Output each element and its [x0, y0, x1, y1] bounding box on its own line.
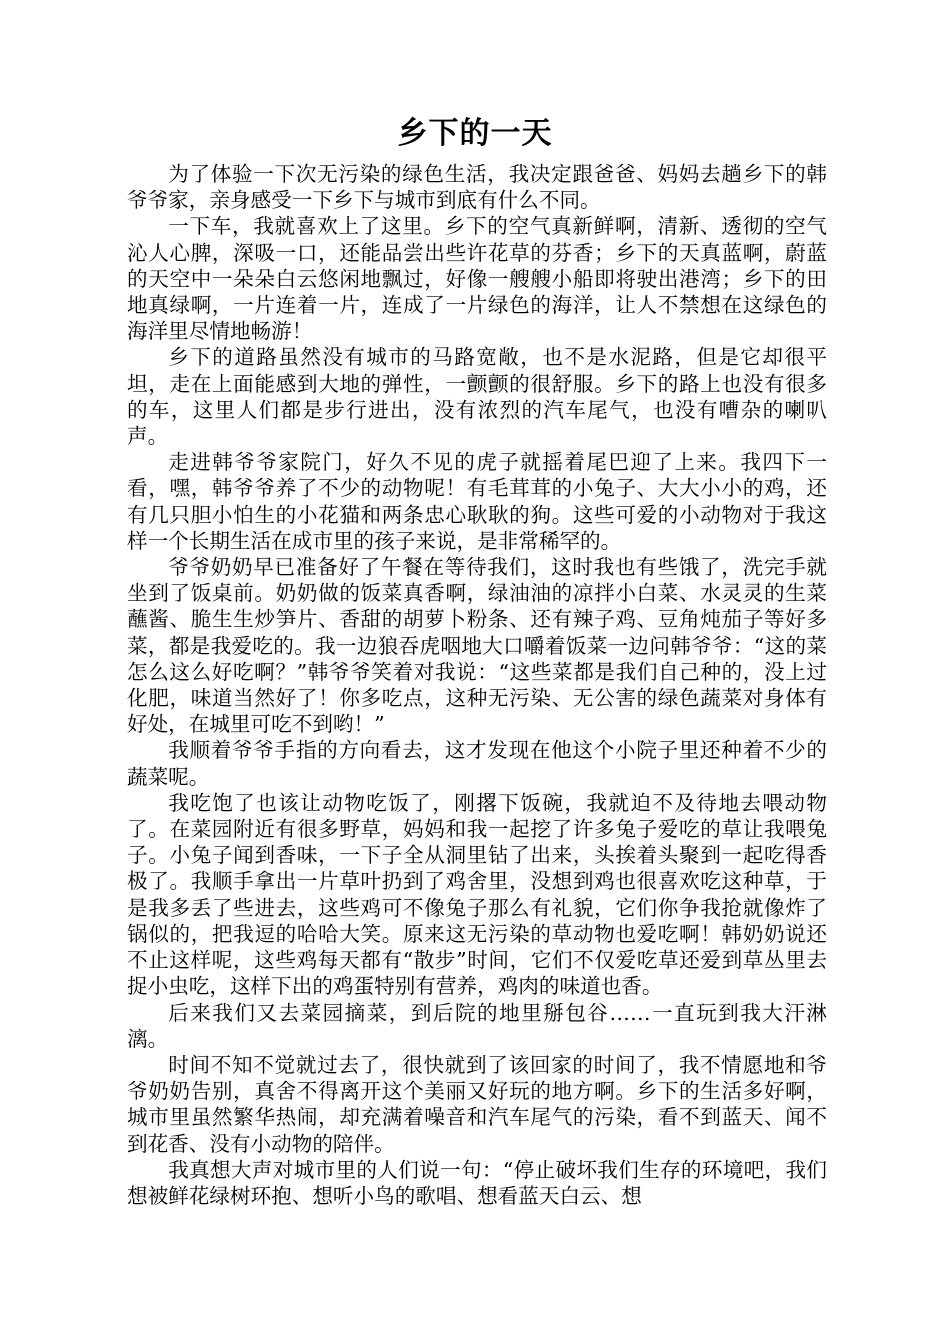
document-body — [127, 161, 827, 1209]
paragraph-5: 爷爷奶奶早已准备好了午餐在等待我们，这时我也有些饿了，洗完手就坐到了饭桌前。奶奶做的饭菜真香啊，绿油油的凉拌小白菜、水灵灵的生菜蘸酱、脆生生炒笋片、香甜的胡萝卜粉条、还有辣子鸡、豆角炖茄子等好多菜，都是我爱吃的。我一边狼吞虎咽地大口嚼着饭菜一边问韩爷爷：“这的菜怎么这么好吃啊？”韩爷爷笑着对我说：“这些菜都是我们自己种的，没上过化肥，味道当然好了！你多吃点，这种无污染、无公害的绿色蔬菜对身体有好处，在城里可吃不到哟！” — [127, 555, 827, 737]
paragraph-3: 乡下的道路虽然没有城市的马路宽敞，也不是水泥路，但是它却很平坦，走在上面能感到大地的弹性，一颤颤的很舒服。乡下的路上也没有很多的车，这里人们都是步行进出，没有浓烈的汽车尾气，也没有嘈杂的喇叭声。 — [127, 345, 827, 449]
paragraph-8: 后来我们又去菜园摘菜，到后院的地里掰包谷……一直玩到我大汗淋漓。 — [127, 1000, 827, 1051]
paragraph-2: 一下车，我就喜欢上了这里。乡下的空气真新鲜啊，清新、透彻的空气沁人心脾，深吸一口，还能品尝出些许花草的芬香；乡下的天真蓝啊，蔚蓝的天空中一朵朵白云悠闲地飘过，好像一艘艘小船即将驶出港湾；乡下的田地真绿啊，一片连着一片，连成了一片绿色的海洋，让人不禁想在这绿色的海洋里尽情地畅游！ — [127, 214, 827, 344]
paragraph-10: 我真想大声对城市里的人们说一句：“停止破坏我们生存的环境吧，我们想被鲜花绿树环抱、想听小鸟的歌唱、想看蓝天白云、想 — [127, 1157, 827, 1208]
paragraph-6: 我顺着爷爷手指的方向看去，这才发现在他这个小院子里还种着不少的蔬菜呢。 — [127, 738, 827, 789]
paragraph-9: 时间不知不觉就过去了，很快就到了该回家的时间了，我不情愿地和爷爷奶奶告别，真舍不得离开这个美丽又好玩的地方啊。乡下的生活多好啊，城市里虽然繁华热闹，却充满着噪音和汽车尾气的污染，看不到蓝天、闻不到花香、没有小动物的陪伴。 — [127, 1052, 827, 1156]
paragraph-4: 走进韩爷爷家院门，好久不见的虎子就摇着尾巴迎了上来。我四下一看，嘿，韩爷爷养了不少的动物呢！有毛茸茸的小兔子、大大小小的鸡，还有几只胆小怕生的小花猫和两条忠心耿耿的狗。这些可爱的小动物对于我这样一个长期生活在成市里的孩子来说，是非常稀罕的。 — [127, 450, 827, 553]
paragraph-7: 我吃饱了也该让动物吃饭了，刚撂下饭碗，我就迫不及待地去喂动物了。在菜园附近有很多野草，妈妈和我一起挖了许多兔子爱吃的草让我喂兔子。小兔子闻到香味，一下子全从洞里钻了出来，头挨着头聚到一起吃得香极了。我顺手拿出一片草叶扔到了鸡舍里，没想到鸡也很喜欢吃这种草，于是我多丢了些进去，这些鸡可不像兔子那么有礼貌，它们你争我抢就像炸了锅似的，把我逗的哈哈大笑。原来这无污染的草动物也爱吃啊！韩奶奶说还不止这样呢，这些鸡每天都有“散步”时间，它们不仅爱吃草还爱到草丛里去捉小虫吃，这样下出的鸡蛋特别有营养，鸡肉的味道也香。 — [127, 790, 827, 999]
paragraph-1: 为了体验一下次无污染的绿色生活，我决定跟爸爸、妈妈去趟乡下的韩爷爷家，亲身感受一下乡下与城市到底有什么不同。 — [127, 162, 827, 213]
document-title: 乡下的一天 — [397, 116, 553, 151]
